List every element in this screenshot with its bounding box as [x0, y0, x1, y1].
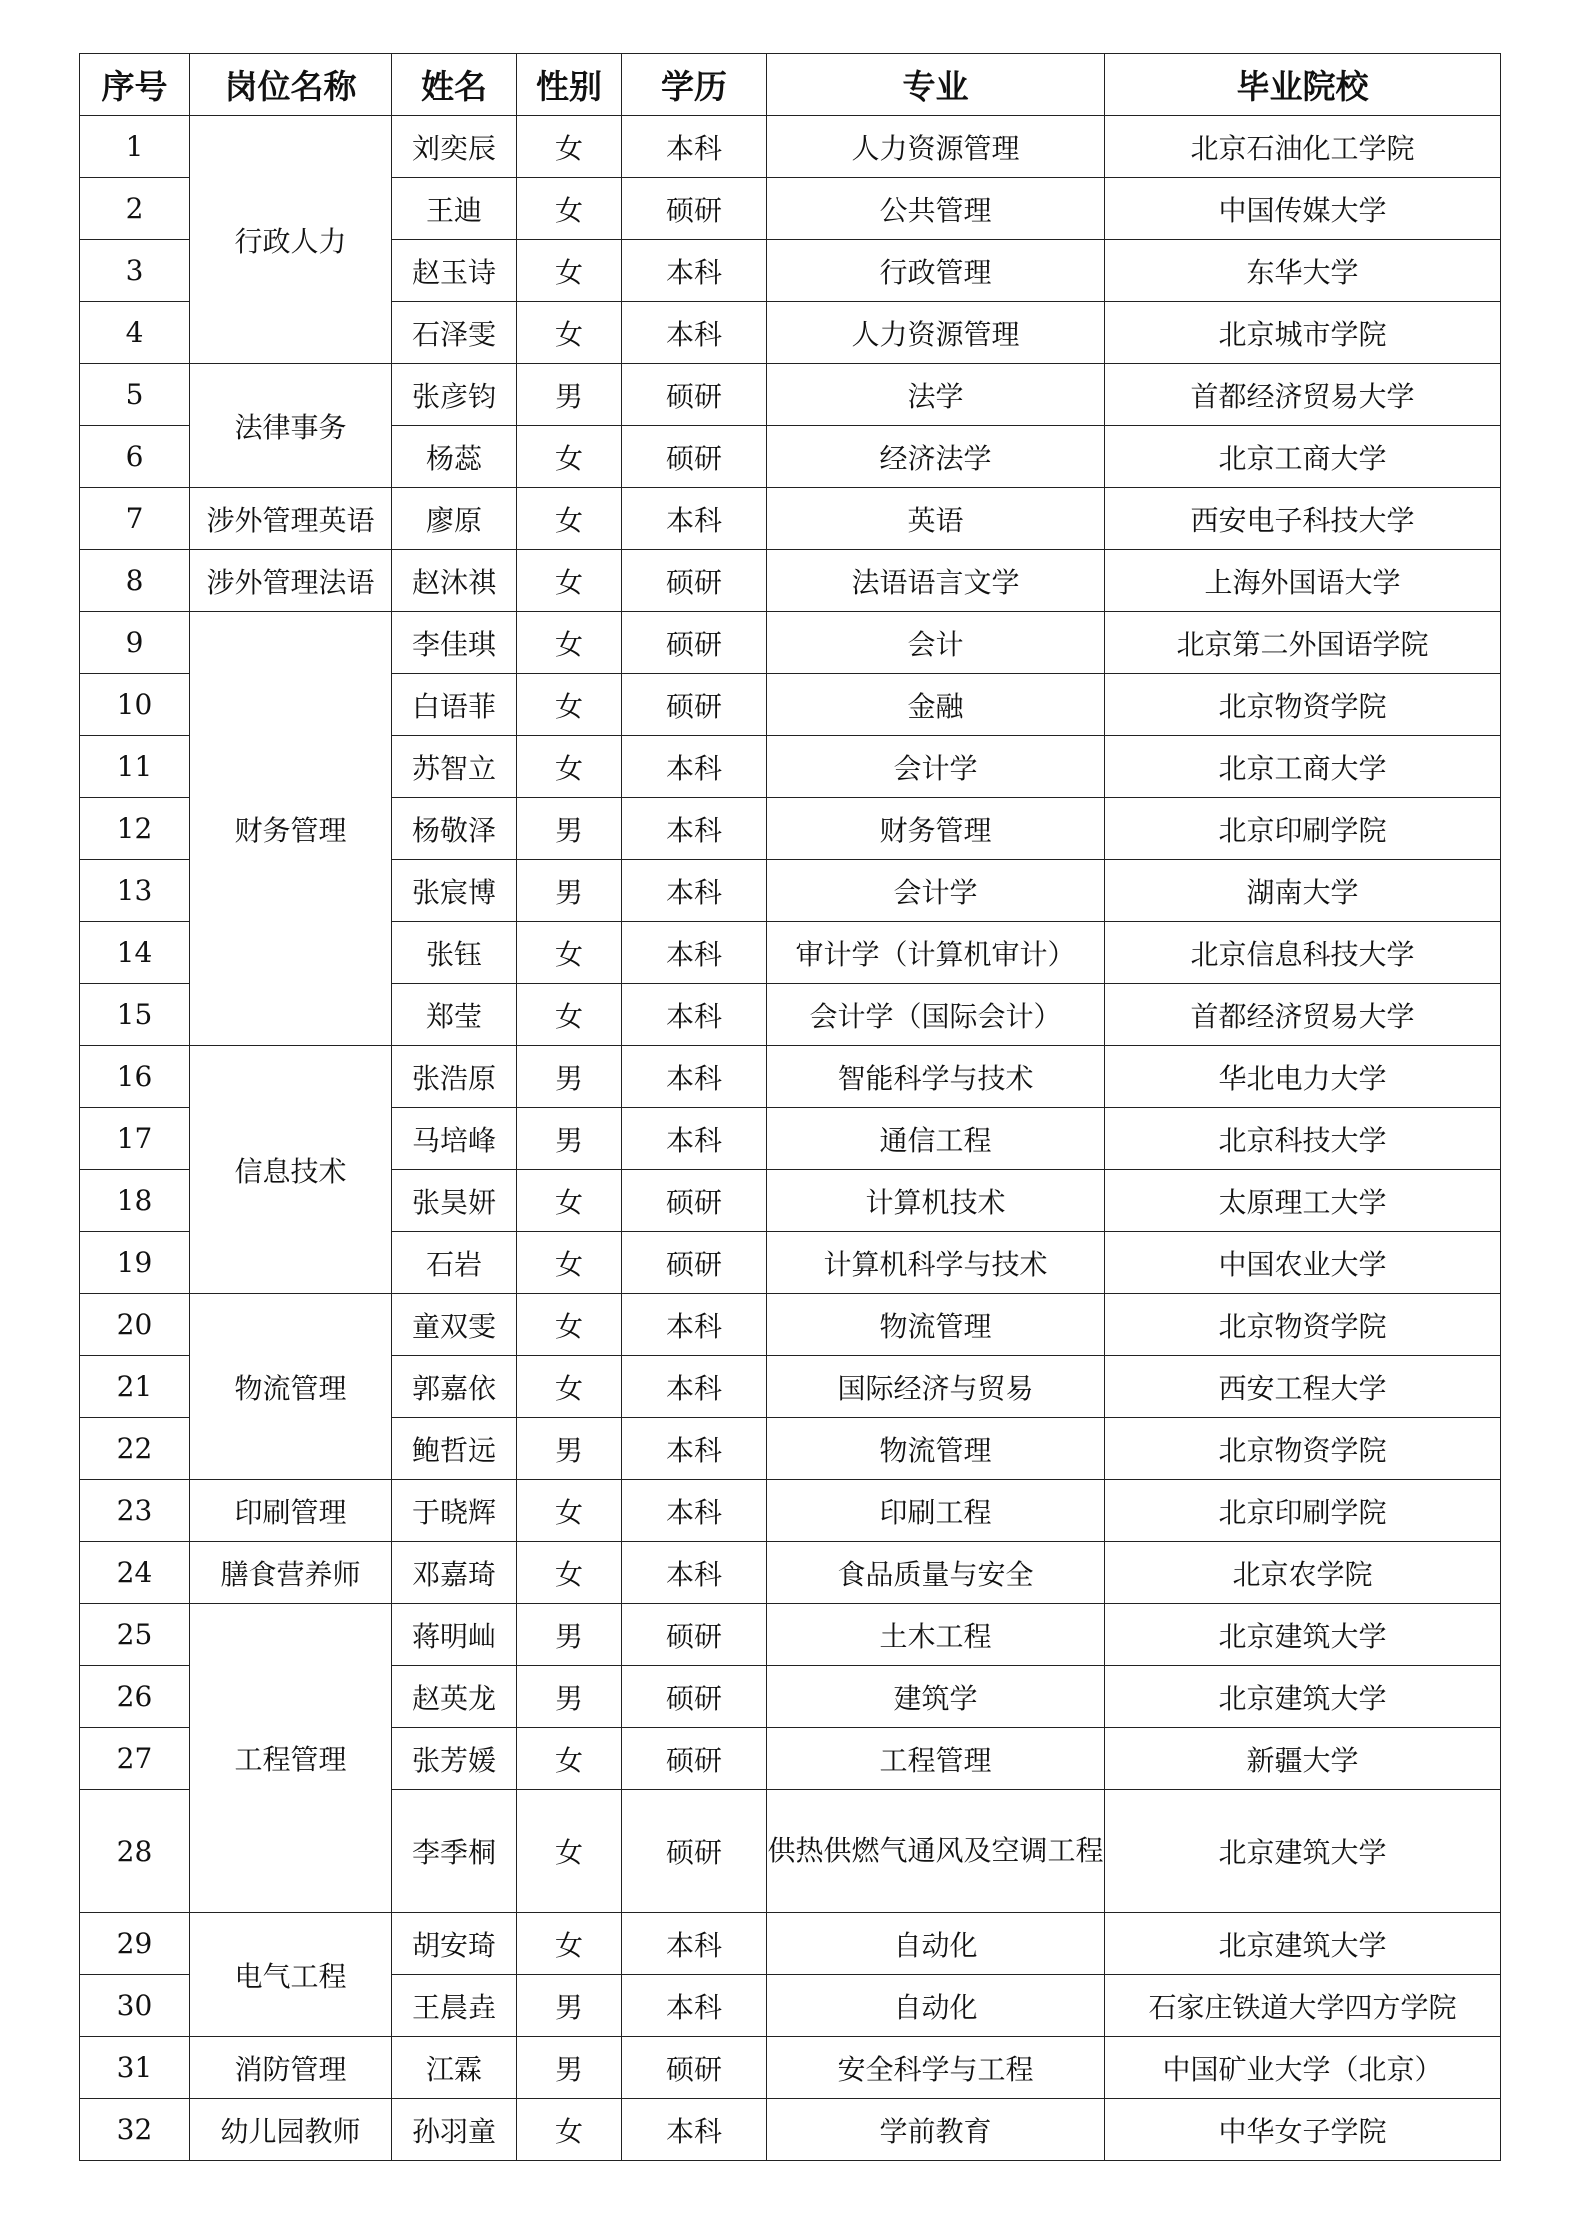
cell-school: 北京建筑大学 [1105, 1913, 1501, 1975]
cell-no: 18 [80, 1170, 190, 1232]
cell-major: 经济法学 [767, 426, 1105, 488]
cell-education: 硕研 [622, 1790, 767, 1913]
cell-major: 英语 [767, 488, 1105, 550]
cell-no: 16 [80, 1046, 190, 1108]
cell-gender: 女 [517, 984, 622, 1046]
table-row [80, 550, 1501, 612]
cell-education: 本科 [622, 1975, 767, 2037]
cell-no: 15 [80, 984, 190, 1046]
cell-education: 硕研 [622, 1604, 767, 1666]
cell-no: 11 [80, 736, 190, 798]
cell-no: 22 [80, 1418, 190, 1480]
cell-no: 28 [80, 1790, 190, 1913]
cell-no: 7 [80, 488, 190, 550]
cell-school: 北京科技大学 [1105, 1108, 1501, 1170]
cell-no: 20 [80, 1294, 190, 1356]
cell-major: 供热供燃气通风及空调工程 [767, 1790, 1105, 1913]
cell-major: 行政管理 [767, 240, 1105, 302]
header-name: 姓名 [392, 54, 517, 116]
cell-name: 赵玉诗 [392, 240, 517, 302]
cell-name: 童双雯 [392, 1294, 517, 1356]
cell-post: 物流管理 [190, 1294, 392, 1480]
cell-gender: 男 [517, 1046, 622, 1108]
table-row [80, 1913, 1501, 1975]
header-school: 毕业院校 [1105, 54, 1501, 116]
table-row [80, 488, 1501, 550]
cell-gender: 男 [517, 798, 622, 860]
cell-name: 杨敬泽 [392, 798, 517, 860]
cell-no: 30 [80, 1975, 190, 2037]
cell-education: 硕研 [622, 178, 767, 240]
header-row [80, 54, 1501, 116]
cell-post: 工程管理 [190, 1604, 392, 1913]
cell-no: 9 [80, 612, 190, 674]
table-row [80, 116, 1501, 178]
header-major: 专业 [767, 54, 1105, 116]
cell-no: 17 [80, 1108, 190, 1170]
cell-no: 6 [80, 426, 190, 488]
cell-name: 张浩原 [392, 1046, 517, 1108]
cell-education: 硕研 [622, 426, 767, 488]
cell-school: 北京建筑大学 [1105, 1790, 1501, 1913]
cell-no: 26 [80, 1666, 190, 1728]
cell-no: 32 [80, 2099, 190, 2161]
cell-name: 鲍哲远 [392, 1418, 517, 1480]
cell-gender: 女 [517, 1294, 622, 1356]
cell-no: 2 [80, 178, 190, 240]
cell-gender: 女 [517, 1232, 622, 1294]
cell-no: 31 [80, 2037, 190, 2099]
cell-major: 法学 [767, 364, 1105, 426]
cell-major: 法语语言文学 [767, 550, 1105, 612]
cell-education: 本科 [622, 1294, 767, 1356]
cell-name: 江霖 [392, 2037, 517, 2099]
table-row [80, 2037, 1501, 2099]
cell-education: 硕研 [622, 1728, 767, 1790]
cell-no: 13 [80, 860, 190, 922]
cell-gender: 女 [517, 2099, 622, 2161]
cell-education: 本科 [622, 1108, 767, 1170]
cell-school: 首都经济贸易大学 [1105, 984, 1501, 1046]
table-row [80, 612, 1501, 674]
cell-name: 蒋明屾 [392, 1604, 517, 1666]
cell-no: 23 [80, 1480, 190, 1542]
header-education: 学历 [622, 54, 767, 116]
cell-education: 本科 [622, 1542, 767, 1604]
cell-school: 中国农业大学 [1105, 1232, 1501, 1294]
cell-major: 财务管理 [767, 798, 1105, 860]
cell-education: 本科 [622, 1046, 767, 1108]
header-gender: 性别 [517, 54, 622, 116]
cell-major: 智能科学与技术 [767, 1046, 1105, 1108]
cell-name: 于晓辉 [392, 1480, 517, 1542]
cell-no: 29 [80, 1913, 190, 1975]
cell-post: 法律事务 [190, 364, 392, 488]
cell-education: 本科 [622, 488, 767, 550]
cell-school: 中国矿业大学（北京） [1105, 2037, 1501, 2099]
cell-major: 通信工程 [767, 1108, 1105, 1170]
cell-no: 10 [80, 674, 190, 736]
cell-school: 中华女子学院 [1105, 2099, 1501, 2161]
cell-major: 人力资源管理 [767, 116, 1105, 178]
cell-school: 北京物资学院 [1105, 1418, 1501, 1480]
cell-gender: 女 [517, 1728, 622, 1790]
cell-no: 25 [80, 1604, 190, 1666]
cell-gender: 女 [517, 612, 622, 674]
cell-gender: 男 [517, 364, 622, 426]
table-row [80, 364, 1501, 426]
cell-school: 上海外国语大学 [1105, 550, 1501, 612]
cell-name: 张宸博 [392, 860, 517, 922]
cell-gender: 女 [517, 240, 622, 302]
cell-education: 本科 [622, 1356, 767, 1418]
cell-name: 郑莹 [392, 984, 517, 1046]
cell-name: 张昊妍 [392, 1170, 517, 1232]
cell-gender: 男 [517, 1108, 622, 1170]
cell-name: 王迪 [392, 178, 517, 240]
cell-school: 北京第二外国语学院 [1105, 612, 1501, 674]
cell-name: 张钰 [392, 922, 517, 984]
cell-gender: 女 [517, 116, 622, 178]
cell-post: 消防管理 [190, 2037, 392, 2099]
table-row [80, 1480, 1501, 1542]
cell-gender: 女 [517, 1790, 622, 1913]
cell-name: 张芳媛 [392, 1728, 517, 1790]
cell-education: 硕研 [622, 612, 767, 674]
cell-gender: 女 [517, 550, 622, 612]
cell-school: 石家庄铁道大学四方学院 [1105, 1975, 1501, 2037]
cell-education: 本科 [622, 922, 767, 984]
cell-name: 郭嘉依 [392, 1356, 517, 1418]
cell-gender: 男 [517, 2037, 622, 2099]
cell-major: 金融 [767, 674, 1105, 736]
cell-education: 本科 [622, 860, 767, 922]
cell-name: 刘奕辰 [392, 116, 517, 178]
cell-education: 本科 [622, 736, 767, 798]
cell-gender: 女 [517, 1356, 622, 1418]
cell-name: 孙羽童 [392, 2099, 517, 2161]
cell-name: 李季桐 [392, 1790, 517, 1913]
cell-school: 首都经济贸易大学 [1105, 364, 1501, 426]
cell-name: 石泽雯 [392, 302, 517, 364]
cell-name: 苏智立 [392, 736, 517, 798]
cell-gender: 女 [517, 178, 622, 240]
cell-education: 硕研 [622, 2037, 767, 2099]
cell-education: 本科 [622, 2099, 767, 2161]
cell-education: 本科 [622, 798, 767, 860]
cell-name: 廖原 [392, 488, 517, 550]
cell-education: 本科 [622, 116, 767, 178]
cell-school: 北京印刷学院 [1105, 1480, 1501, 1542]
cell-school: 北京石油化工学院 [1105, 116, 1501, 178]
cell-major: 计算机科学与技术 [767, 1232, 1105, 1294]
cell-name: 赵英龙 [392, 1666, 517, 1728]
cell-school: 西安工程大学 [1105, 1356, 1501, 1418]
cell-school: 中国传媒大学 [1105, 178, 1501, 240]
cell-education: 硕研 [622, 1666, 767, 1728]
cell-gender: 男 [517, 1604, 622, 1666]
cell-school: 北京建筑大学 [1105, 1604, 1501, 1666]
cell-no: 5 [80, 364, 190, 426]
cell-school: 北京城市学院 [1105, 302, 1501, 364]
cell-major: 会计 [767, 612, 1105, 674]
cell-no: 24 [80, 1542, 190, 1604]
cell-name: 邓嘉琦 [392, 1542, 517, 1604]
cell-gender: 女 [517, 1542, 622, 1604]
cell-post: 涉外管理法语 [190, 550, 392, 612]
cell-gender: 女 [517, 1913, 622, 1975]
table-row [80, 2099, 1501, 2161]
cell-no: 27 [80, 1728, 190, 1790]
cell-education: 本科 [622, 240, 767, 302]
cell-school: 北京物资学院 [1105, 1294, 1501, 1356]
cell-education: 硕研 [622, 1232, 767, 1294]
cell-no: 12 [80, 798, 190, 860]
table-body [80, 116, 1501, 2161]
cell-major: 学前教育 [767, 2099, 1105, 2161]
cell-major: 计算机技术 [767, 1170, 1105, 1232]
cell-post: 信息技术 [190, 1046, 392, 1294]
cell-gender: 女 [517, 922, 622, 984]
cell-school: 华北电力大学 [1105, 1046, 1501, 1108]
cell-name: 赵沐祺 [392, 550, 517, 612]
cell-gender: 女 [517, 488, 622, 550]
cell-name: 石岩 [392, 1232, 517, 1294]
cell-name: 马培峰 [392, 1108, 517, 1170]
cell-major: 审计学（计算机审计） [767, 922, 1105, 984]
cell-school: 湖南大学 [1105, 860, 1501, 922]
cell-gender: 女 [517, 1480, 622, 1542]
cell-gender: 女 [517, 736, 622, 798]
cell-post: 涉外管理英语 [190, 488, 392, 550]
cell-name: 张彦钧 [392, 364, 517, 426]
cell-major: 物流管理 [767, 1294, 1105, 1356]
cell-post: 幼儿园教师 [190, 2099, 392, 2161]
cell-education: 本科 [622, 984, 767, 1046]
cell-gender: 男 [517, 860, 622, 922]
cell-gender: 男 [517, 1975, 622, 2037]
cell-school: 北京农学院 [1105, 1542, 1501, 1604]
cell-major: 食品质量与安全 [767, 1542, 1105, 1604]
cell-gender: 男 [517, 1666, 622, 1728]
cell-gender: 女 [517, 426, 622, 488]
cell-school: 新疆大学 [1105, 1728, 1501, 1790]
cell-name: 王晨垚 [392, 1975, 517, 2037]
cell-school: 北京工商大学 [1105, 736, 1501, 798]
cell-post: 财务管理 [190, 612, 392, 1046]
cell-no: 3 [80, 240, 190, 302]
cell-education: 本科 [622, 302, 767, 364]
cell-post: 膳食营养师 [190, 1542, 392, 1604]
cell-education: 本科 [622, 1480, 767, 1542]
cell-no: 14 [80, 922, 190, 984]
cell-name: 杨蕊 [392, 426, 517, 488]
cell-school: 北京信息科技大学 [1105, 922, 1501, 984]
table-row [80, 1046, 1501, 1108]
cell-no: 19 [80, 1232, 190, 1294]
header-no: 序号 [80, 54, 190, 116]
cell-gender: 女 [517, 302, 622, 364]
cell-major: 印刷工程 [767, 1480, 1105, 1542]
cell-major: 公共管理 [767, 178, 1105, 240]
cell-no: 1 [80, 116, 190, 178]
cell-education: 硕研 [622, 674, 767, 736]
cell-major: 会计学（国际会计） [767, 984, 1105, 1046]
cell-name: 白语菲 [392, 674, 517, 736]
cell-no: 8 [80, 550, 190, 612]
cell-education: 硕研 [622, 550, 767, 612]
cell-gender: 女 [517, 674, 622, 736]
header-post: 岗位名称 [190, 54, 392, 116]
cell-education: 本科 [622, 1913, 767, 1975]
cell-post: 行政人力 [190, 116, 392, 364]
cell-major: 国际经济与贸易 [767, 1356, 1105, 1418]
cell-major: 会计学 [767, 860, 1105, 922]
cell-education: 硕研 [622, 1170, 767, 1232]
cell-major: 建筑学 [767, 1666, 1105, 1728]
cell-education: 硕研 [622, 364, 767, 426]
cell-school: 北京物资学院 [1105, 674, 1501, 736]
cell-post: 电气工程 [190, 1913, 392, 2037]
cell-major: 自动化 [767, 1975, 1105, 2037]
cell-post: 印刷管理 [190, 1480, 392, 1542]
cell-major: 安全科学与工程 [767, 2037, 1105, 2099]
cell-education: 本科 [622, 1418, 767, 1480]
table-row [80, 1604, 1501, 1666]
cell-gender: 男 [517, 1418, 622, 1480]
personnel-table [79, 53, 1501, 2161]
cell-major: 工程管理 [767, 1728, 1105, 1790]
table-row [80, 1294, 1501, 1356]
cell-major: 自动化 [767, 1913, 1105, 1975]
cell-name: 李佳琪 [392, 612, 517, 674]
cell-name: 胡安琦 [392, 1913, 517, 1975]
cell-major: 物流管理 [767, 1418, 1105, 1480]
cell-no: 4 [80, 302, 190, 364]
cell-no: 21 [80, 1356, 190, 1418]
cell-school: 北京印刷学院 [1105, 798, 1501, 860]
cell-major: 人力资源管理 [767, 302, 1105, 364]
cell-gender: 女 [517, 1170, 622, 1232]
cell-major: 会计学 [767, 736, 1105, 798]
cell-school: 太原理工大学 [1105, 1170, 1501, 1232]
table-row [80, 1542, 1501, 1604]
cell-school: 北京工商大学 [1105, 426, 1501, 488]
cell-major: 土木工程 [767, 1604, 1105, 1666]
cell-school: 东华大学 [1105, 240, 1501, 302]
cell-school: 北京建筑大学 [1105, 1666, 1501, 1728]
cell-school: 西安电子科技大学 [1105, 488, 1501, 550]
